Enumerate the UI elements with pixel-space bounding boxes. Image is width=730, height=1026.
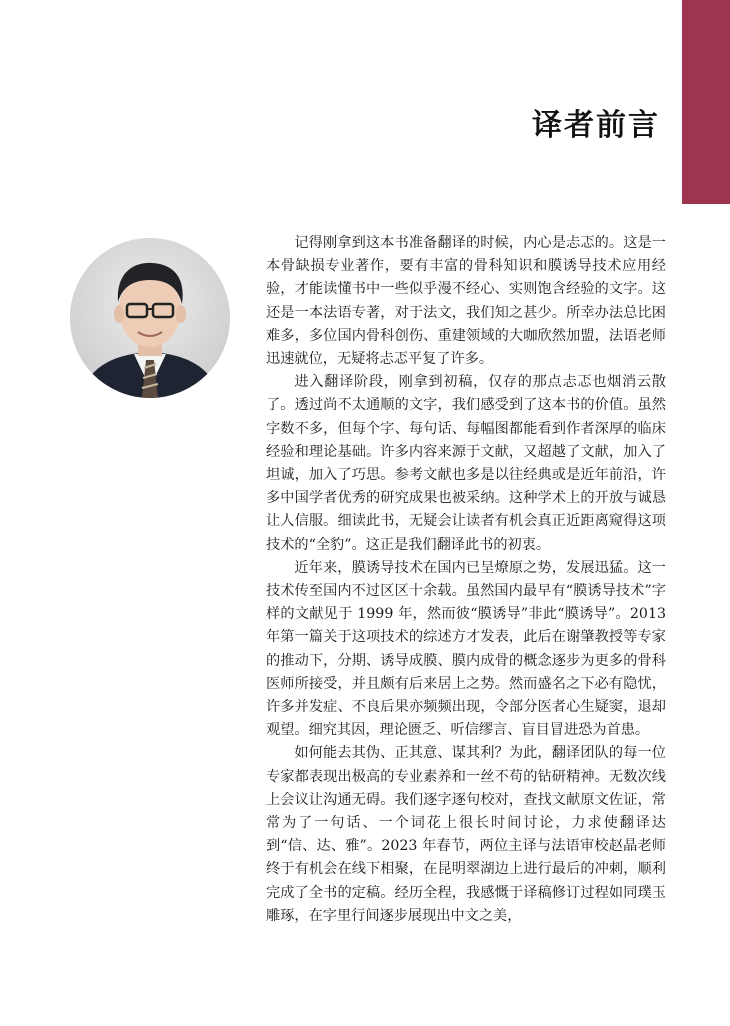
paragraph-2: 进入翻译阶段，刚拿到初稿，仅存的那点忐忑也烟消云散了。透过尚不太通顺的文字，我们感受到了这本书的价值。虽然字数不多，但每个字、每句话、每幅图都能看到作者深厚的临床经验和理论基础。许多内容来源于文献，又超越了文献，加入了坦诚，加入了巧思。参考文献也多是以往经典或是近年前沿，许多中国学者优秀的研究成果也被采纳。这种学术上的开放与诚恳让人信服。细读此书，无疑会让读者有机会真正近距离窥得这项技术的“全豹”。这正是我们翻译此书的初衷。 bbox=[266, 374, 666, 553]
paragraph-4: 如何能去其伪、正其意、谋其利？为此，翻译团队的每一位专家都表现出极高的专业素养和一丝不苟的钻研精神。无数次线上会议让沟通无碍。我们逐字逐句校对，查找文献原文佐证，常常为了一句话、一个词花上很长时间讨论，力求使翻译达到“信、达、雅”。2023 年春节，两位主译与法语审校赵晶老师终于有机会在线下相聚，在昆明翠湖边上进行最后的冲刺，顺利完成了全书的定稿。经历全程，我感慨于译稿修订过程如同璞玉雕琢，在字里行间逐步展现出中文之美， bbox=[266, 745, 666, 924]
preface-body bbox=[266, 232, 666, 928]
portrait-illustration bbox=[70, 238, 230, 398]
page-title: 译者前言 bbox=[532, 108, 660, 143]
translator-portrait bbox=[70, 238, 230, 398]
paragraph-3: 近年来，膜诱导技术在国内已呈燎原之势，发展迅猛。这一技术传至国内不过区区十余载。虽然国内最早有“膜诱导技术”字样的文献见于 1999 年，然而彼“膜诱导”非此“膜诱导”。2013 年第一篇关于这项技术的综述方才发表，此后在谢肇教授等专家的推动下，分期、诱导成膜、膜内成骨的概念逐步为更多的骨科医师所接受，并且颇有后来居上之势。然而盛名之下必有隐忧，许多并发症、不良后果亦频频出现，令部分医者心生疑窦，退却观望。细究其因，理论匮乏、听信缪言、盲目冒进恐为首患。 bbox=[266, 559, 666, 739]
paragraph-1: 记得刚拿到这本书准备翻译的时候，内心是忐忑的。这是一本骨缺损专业著作，要有丰富的骨科知识和膜诱导技术应用经验，才能读懂书中一些似乎漫不经心、实则饱含经验的文字。这还是一本法语专著，对于法文，我们知之甚少。所幸办法总比困难多，多位国内骨科创伤、重建领域的大咖欣然加盟，法语老师迅速就位，无疑将忐忑平复了许多。 bbox=[266, 235, 666, 368]
chapter-color-tab bbox=[682, 0, 730, 204]
